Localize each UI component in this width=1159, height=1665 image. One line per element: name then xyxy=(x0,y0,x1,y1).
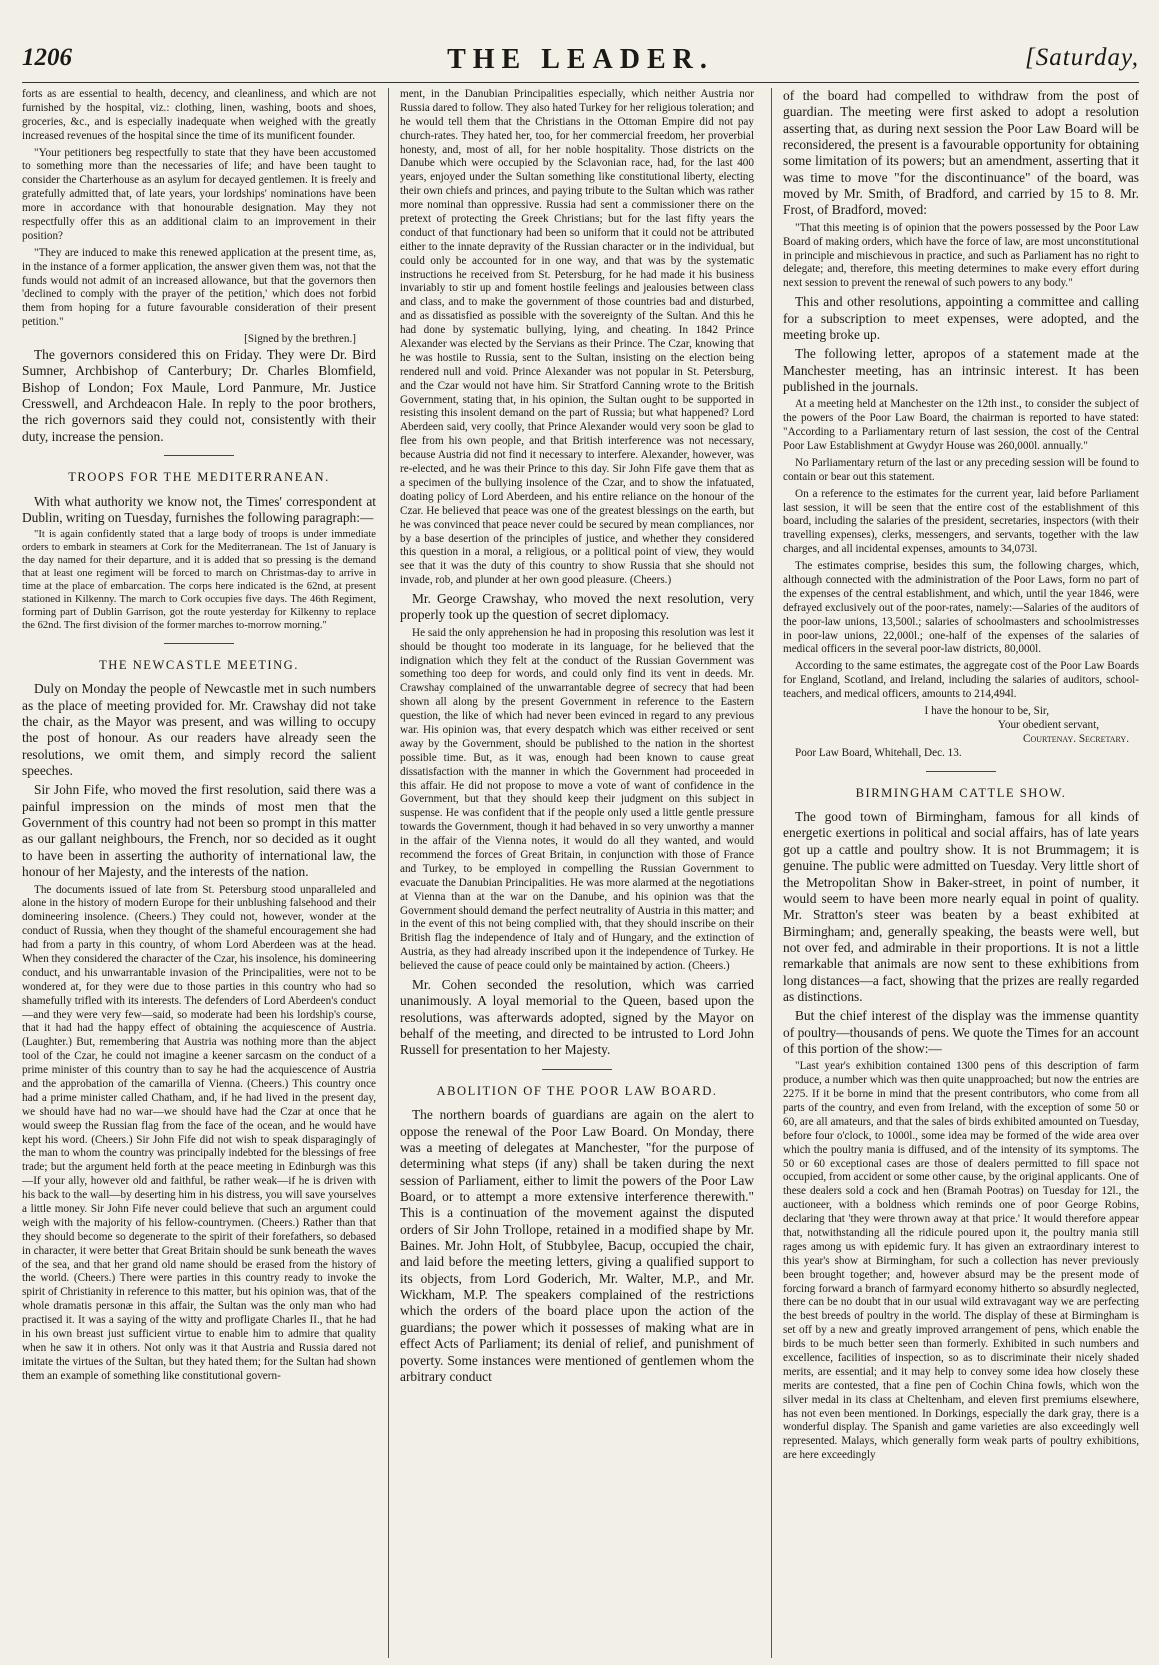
column-2 xyxy=(400,88,754,1658)
letter-paragraph: On a reference to the estimates for the current year, laid before Parliament last session, it will be seen that the entire cost of the establishment of this board, including the salaries of the president, secretaries, inspectors (with their travelling expenses), clerks, messengers, and servants, together with the law charges, and all incidental expenses, amounts to 34,073l. xyxy=(783,487,1139,556)
masthead-title: THE LEADER. xyxy=(447,44,714,75)
letter-paragraph: According to the same estimates, the aggregate cost of the Poor Law Boards for England, Scotland, and Ireland, including the salaries of auditors, school-teachers, and medical officers, amounts to 214,494l. xyxy=(783,660,1139,701)
letter-dateline: Poor Law Board, Whitehall, Dec. 13. xyxy=(795,746,962,759)
cattle-show-paragraph: But the chief interest of the display was the immense quantity of poultry—thousands of pens. We quote the Times for an account of this portion of the show:— xyxy=(783,1008,1139,1056)
poor-law-paragraph: The northern boards of guardians are again on the alert to oppose the renewal of the Poor Law Board. On Monday, there was a meeting of delegates at Manchester, "for the purpose of determining what steps (if any) shall be taken during the next session of Parliament, either to limit the powers of the Poor Law Board, or to attempt a more extensive interference therewith." This is a continuation of the movement against the disputed orders of Sir John Trollope, retained in a modified shape by Mr. Baines. Mr. John Holt, of Stubbylee, Bacup, occupied the chair, and laid before the meeting letters, giving a qualified support to its objects, from Lord Goderich, Mr. Walter, M.P., and Mr. Wickham, M.P. The speakers complained of the restrictions which the orders of the board place upon the action of the guardians; the power which it possesses of making what are in effect Acts of Parliament; its denial of relief, and punishment of poverty. Some instances were mentioned of gentlemen whom the arbitrary conduct xyxy=(400,1107,754,1384)
crawshay-paragraph: He said the only apprehension he had in proposing this resolution was lest it should be thought too moderate in its language, for he believed that the indignation which they felt at the conduct of the Russian Government was something too deep for words, and could only find its vent in deeds. Mr. Crawshay complained of the unwarrantable degree of secrecy that had been shown all along by the present Government in reference to the Eastern question, the like of which had never been evinced in regard to any previous war. His opinion was, that every despatch which was either received or sent away by the Government, should be published to the nation in the shortest possible time. But, as it was, enough had been known to cause great dissatisfaction with the manner in which the Government had proceeded in this affair. He did not propose to move a vote of want of confidence in the Government, but that they should keep their judgment on this subject in suspense. He was confident that if the people only used a little gentle pressure towards the Government, though it had behaved in so very unworthy a manner in the affair of the Vienna notes, it would do all they wanted, and would recommend the forces of Great Britain, in conjunction with those of France and Turkey, to be employed in compelling the Russian Government to evacuate the Danubian Principalities. He was more alarmed at the negotiations at Vienna than at the war on the Danube, and his opinion was that the Government should demand the perfect neutrality of Austria in this matter; and in the event of this not being complied with, that they should inscribe on their British flag the independence of Italy and of Hungary, and the extinction of Austria, as they had already inscribed upon it the independence of Turkey. He believed the cause of peace could only be maintained by action. (Cheers.) xyxy=(400,626,754,973)
section-divider xyxy=(164,643,234,644)
column-3 xyxy=(783,88,1139,1658)
cattle-show-paragraph: The good town of Birmingham, famous for all kinds of energetic exertions in political and social affairs, has of late years got up a cattle and poultry show. It is not Brummagem; it is genuine. The public were admitted on Tuesday. Very little short of the Metropolitan Show in Baker-street, in point of number, it would seem to have been more nearly equal in point of quality. Mr. Stratton's steer was beaten by a beast exhibited at Birmingham; and, generally speaking, the beasts were well, but not over fed, and admirable in their proportions. It is not a little remarkable that animals are now sent to these exhibitions from long distances—a fact, showing that the prizes are really regarded as distinctions. xyxy=(783,809,1139,1004)
issue-day: [Saturday, xyxy=(1025,44,1139,71)
letter-paragraph: At a meeting held at Manchester on the 12th inst., to consider the subject of the powers of the Poor Law Board, the chairman is reported to have stated: "According to a Parliamentary return of last session, the cost of the Central Poor Law Establishment at Gwydyr House was 260,000l. annually." xyxy=(783,398,1139,452)
column-divider xyxy=(388,88,389,1658)
fife-continued: ment, in the Danubian Principalities especially, which neither Austria nor Russia dared to follow. They also hated Turkey for her religious toleration; and he would tell them that the Christians in the Ottoman Empire did not pay church-rates. They hated her, too, for her commercial freedom, her proverbial honesty, and, most of all, for her noble hospitality. Those districts on the Danube which were occupied by the Sclavonian race, had, for the last 400 years, enjoyed under the Sultan something like constitutional liberty, electing their own chiefs and princes, and paying tribute to the Sultan which was rather more nominal than oppressive. Russia had sent a commissioner there on the pretext of protecting the Greek Christians; but for the last fifty years the conduct of that functionary had been so uniform that it could not be attributed either to the innate depravity of the Russian character or in the individual, but could only be accounted for in one way, and that was by the systematic instructions he received from St. Petersburg, for he had made it his business invariably to stir up and foment hostile feelings and jealousies between class and class, and to make the government of those countries bad and disturbed, and as dissatisfied as possible with the sovereignty of the Sultan. And this he had done by systematic bullying, lying, and cheating. In 1842 Prince Alexander was elected by the Servians as their Prince. The Czar, knowing that he was hostile to Russia, sent to the Sultan, insisting on the election being rendered null and void. Prince Alexander was not popular in St. Petersburg, and the Czar would not have him. Sir Stratford Canning wrote to the British Government, stating that, in his opinion, the Sultan ought to be supported in resisting this insolent demand on the part of Russia; but what happened? Lord Aberdeen said, very coolly, that Prince Alexander would very soon be glad to flee from his own people, and that British interference was not necessary, because Austria did not find it necessary to interfere. Alexander, however, was re-elected, and he was their Prince to this day. Sir John Fife gave them that as a specimen of the bullying insolence of the Czar, and to show the infatuated, doating policy of Lord Aberdeen, and his entire reliance on the honour of the Czar. He believed that peace was one of the greatest blessings on the earth, but he was convinced that peace never could be secured by mean compliances, nor by a base desertion of the principles of justice, and whether they considered this question in a moral, a religious, or a political point of view, they would see that it was the duty of this country to show Russia that she should not invade, rob, and plunder at her own good pleasure. (Cheers.) xyxy=(400,88,754,587)
poultry-quote: "Last year's exhibition contained 1300 pens of this description of farm produce, a number which was then quite unapproached; but now the entries are 2275. If it be borne in mind that the present contributors, who come from all parts of the country, and even from Ireland, with the exception of some 50 or 60, are all amateurs, and that the sales of birds exhibited amounted on Tuesday, before four o'clock, to 1000l., some idea may be formed of the wide area over which the poultry mania is diffused, and of the intensity of its symptoms. The 50 or 60 exceptional cases are those of dealers permitted to fill space not occupied, from accident or some other cause, by the original applicants. One of these dealers sold a cock and hen (Bramah Pootras) on Tuesday for 12l., the auctioneer, with a boldness which reminds one of poor George Robins, declaring that 'they were thrown away at that price.' It would therefore appear that, notwithstanding all the ridicule poured upon it, the poultry mania still rages among us with epidemic fury. It has given an extraordinary interest to this year's show at Birmingham, for such a collection has never previously been brought together; and, however absurd may be the present mode of forcing forward a branch of farmyard economy hitherto so absurdly neglected, there can be no doubt that in our usual wild extravagant way we are perfecting the best breeds of poultry in the world. The display of these at Birmingham is set off by a new and greatly improved arrangement of pens, which enable the birds to be much better seen than formerly. Exhibited in such numbers and excellence, facilities of inspection, so as to discriminate their nicely shaded merits, are essential; and it may help to convey some idea how closely these merits are contested, that a fine pen of Cochin China fowls, which won the silver medal in its class at Cheltenham, and eleven first premiums elsewhere, has not even been mentioned. In Dorkings, especially the dark gray, there is a wonderful display. The Spanish and game varieties are also exceedingly well represented. Malays, which generally form weak parts of poultry exhibitions, are here exceedingly xyxy=(783,1060,1139,1462)
resolutions-paragraph: The following letter, apropos of a statement made at the Manchester meeting, has an intrinsic interest. It has been published in the journals. xyxy=(783,346,1139,394)
section-divider xyxy=(542,1069,612,1070)
petition-paragraph: "They are induced to make this renewed application at the present time, as, in the instance of a former application, the answer given them was, not that the funds would not admit of an increased allowance, but that the governors then 'declined to comply with the prayer of the petition,' which does not forbid them from hoping for a future favourable consideration of their present petition." xyxy=(22,246,376,329)
letter-paragraph: No Parliamentary return of the last or any preceding session will be found to contain or bear out this statement. xyxy=(783,456,1139,483)
newcastle-paragraph: Sir John Fife, who moved the first resolution, said there was a painful impression on the minds of most men that the Government of this country had not been so prompt in this matter as our gallant neighbours, the French, nor so decided as it ought to have been in asserting the authority of international law, the honour of her Majesty, and the interests of the nation. xyxy=(22,782,376,880)
poor-law-heading: ABOLITION OF THE POOR LAW BOARD. xyxy=(436,1083,718,1098)
section-divider xyxy=(926,771,996,772)
letter-signoff: I have the honour to be, Sir, xyxy=(924,704,1049,717)
letter-paragraph: The estimates comprise, besides this sum, the following charges, which, although connected with the administration of the Poor Laws, form no part of the expenses of the central establishment, and which, until the year 1846, were defrayed exclusively out of the poor-rates, namely:—Salaries of the auditors of the poor-law unions, 13,500l.; salaries of schoolmasters and schoolmistresses in poor-law unions, 22,000l.; one-half of the expenses of the salaries of medical officers in the several poor-law districts, 80,000l. xyxy=(783,560,1139,656)
page-number: 1206 xyxy=(22,44,72,71)
petition-paragraph: forts as are essential to health, decency, and cleanliness, and which are not furnished by the hospital, viz.: clothing, linen, washing, boots and shoes, groceries, &c., and is especially inadequate when weighed with the greatly increased revenues of the hospital since the time of its munificent founder. xyxy=(22,88,376,142)
documents-paragraph: The documents issued of late from St. Petersburg stood unparalleled and alone in the history of modern Europe for their unblushing falsehood and their domineering insolence. (Cheers.) They could not, however, wonder at the conduct of Russia, when they thought of the shameful encouragement she had had from a party in this country, of whom Lord Aberdeen was at the head. When they considered the character of the Czar, his insolence, his domineering conduct, and his unwarrantable invasion of the Principalities, were not to be wondered at, for they were due to those parties in this country who had so shamefully trifled with its interests. The defenders of Lord Aberdeen's conduct—and they were very few—said, so moderate had been his lordship's course, that it had had the happy effect of obtaining the acquiescence of Austria. (Laughter.) But, remembering that Austria was nothing more than the abject tool of the Czar, he could not imagine a keener sarcasm on the conduct of a prime minister of this country than to say he had the acquiescence of Austria and the approbation of the camarilla of Vienna. (Cheers.) This country once had a prime minister called Chatham, and, if he had lived in the present day, we should have had no war—we should have had the Czar at once that he would sweep the Russian flag from the face of the ocean, and he would have kept his word. (Cheers.) Sir John Fife did not wish to speak disparagingly of the man to whom the country was principally indebted for the blessings of free trade; but the argument held forth at the peace meeting in Edinburgh was this—If your ally, however old and faithful, be rather weak—if he is driven with his back to the wall—by deserting him in his distress, you will save yourselves a little money. Sir John Fife never could believe that such an argument could weigh with the majority of his fellow-countrymen. (Cheers.) Rather than that they should become so degenerate to the spirit of their forefathers, so debased in character, it were better that Great Britain should be sunk beneath the waves of the sea, and that her grand old name should be erased from the history of the world. (Cheers.) There were parties in this country ready to invoke the spirit of Christianity in reference to this matter, but his opinion was, that of the whole dramatis personæ in this affair, the Sultan was the only man who had practised it. It was a saying of the witty and profligate Charles II., that he had in his own breast just sufficient virtue to enable him to admire that quality when he saw it in others. Not only was it that Austria and Russia dared not imitate the virtues of the Sultan, but they hated them; for the Sultan had shown them an example of something like constitutional govern- xyxy=(22,883,376,1382)
poor-law-continued: of the board had compelled to withdraw from the post of guardian. The meeting were first asked to adopt a resolution asserting that, as during next session the Poor Law Board will be reconsidered, the present is a favourable opportunity for obtaining some limitation of its powers; but an amendment, asserting that it was time to move "for the discontinuance" of the board, was moved by Mr. Smith, of Bradford, and carried by 15 to 8. Mr. Frost, of Bradford, moved: xyxy=(783,88,1139,218)
petition-paragraph: "Your petitioners beg respectfully to state that they have been accustomed to something more than the necessaries of life; and have been taught to consider the Charterhouse as an asylum for decayed gentlemen. It is freely and gratefully admitted that, of late years, your lordships' nominations have been more in accordance with that honourable designation. May they not respectfully offer this as an additional claim to an improvement in their position? xyxy=(22,146,376,242)
troops-lead: With what authority we know not, the Times' correspondent at Dublin, writing on Tuesday, furnishes the following paragraph:— xyxy=(22,493,376,526)
signed-line: [Signed by the brethren.] xyxy=(244,333,356,346)
cattle-show-heading: BIRMINGHAM CATTLE SHOW. xyxy=(855,785,1067,800)
frost-resolution: "That this meeting is of opinion that the powers possessed by the Poor Law Board of making orders, which have the force of law, are most unconstitutional in principle and mischievous in practice, and such as Parliament has no right to delegate; and, therefore, this meeting determines to make every effort during next session to prevent the renewal of such powers to any body." xyxy=(783,221,1139,290)
troops-heading: TROOPS FOR THE MEDITERRANEAN. xyxy=(68,470,330,485)
resolutions-paragraph: This and other resolutions, appointing a committee and calling for a subscription to meet expenses, were adopted, and the meeting broke up. xyxy=(783,294,1139,342)
section-divider xyxy=(164,455,234,456)
header-rule xyxy=(22,82,1139,83)
crawshay-lead: Mr. George Crawshay, who moved the next resolution, very properly took up the question of secret diplomacy. xyxy=(400,591,754,623)
troops-quote: "It is again confidently stated that a large body of troops is under immediate orders to embark in steamers at Cork for the Mediterranean. The 1st of January is the day named for their departure, and it is added that so pressing is the demand that at least one regiment will be forced to march on Christmas-day to arrive in time at the place of embarcation. The corps here indicated is the 62nd, at present stationed in Kilkenny. The march to Cork occupies five days. The 46th Regiment, forming part of Dublin Garrison, got the route yesterday for Kilkenny to replace the 62nd. The first division of the former marches to-morrow morning." xyxy=(22,529,376,631)
cohen-paragraph: Mr. Cohen seconded the resolution, which was carried unanimously. A loyal memorial to the Queen, based upon the resolutions, was afterwards adopted, signed by the Mayor on behalf of the meeting, and directed to be intrusted to Lord John Russell for presentation to her Majesty. xyxy=(400,977,754,1058)
letter-signoff: Your obedient servant, xyxy=(997,718,1099,731)
newcastle-paragraph: Duly on Monday the people of Newcastle met in such numbers as the place of meeting provided for. Mr. Crawshay did not take the chair, as the Mayor was present, and was willing to occupy the post of honour. As our readers have already seen the resolutions, we omit them, and simply record the salient speeches. xyxy=(22,681,376,779)
governors-paragraph: The governors considered this on Friday. They were Dr. Bird Sumner, Archbishop of Canterbury; Dr. Charles Blomfield, Bishop of London; Fox Maule, Lord Panmure, Mr. Justice Cresswell, and Archdeacon Hale. In reply to the poor brothers, the rich governors said they could not, consistently with their duty, increase the pension. xyxy=(22,347,376,444)
column-1 xyxy=(22,88,376,1658)
column-divider xyxy=(771,88,772,1658)
letter-signature: Courtenay. Secretary. xyxy=(1023,732,1129,745)
newcastle-heading: THE NEWCASTLE MEETING. xyxy=(99,657,299,672)
